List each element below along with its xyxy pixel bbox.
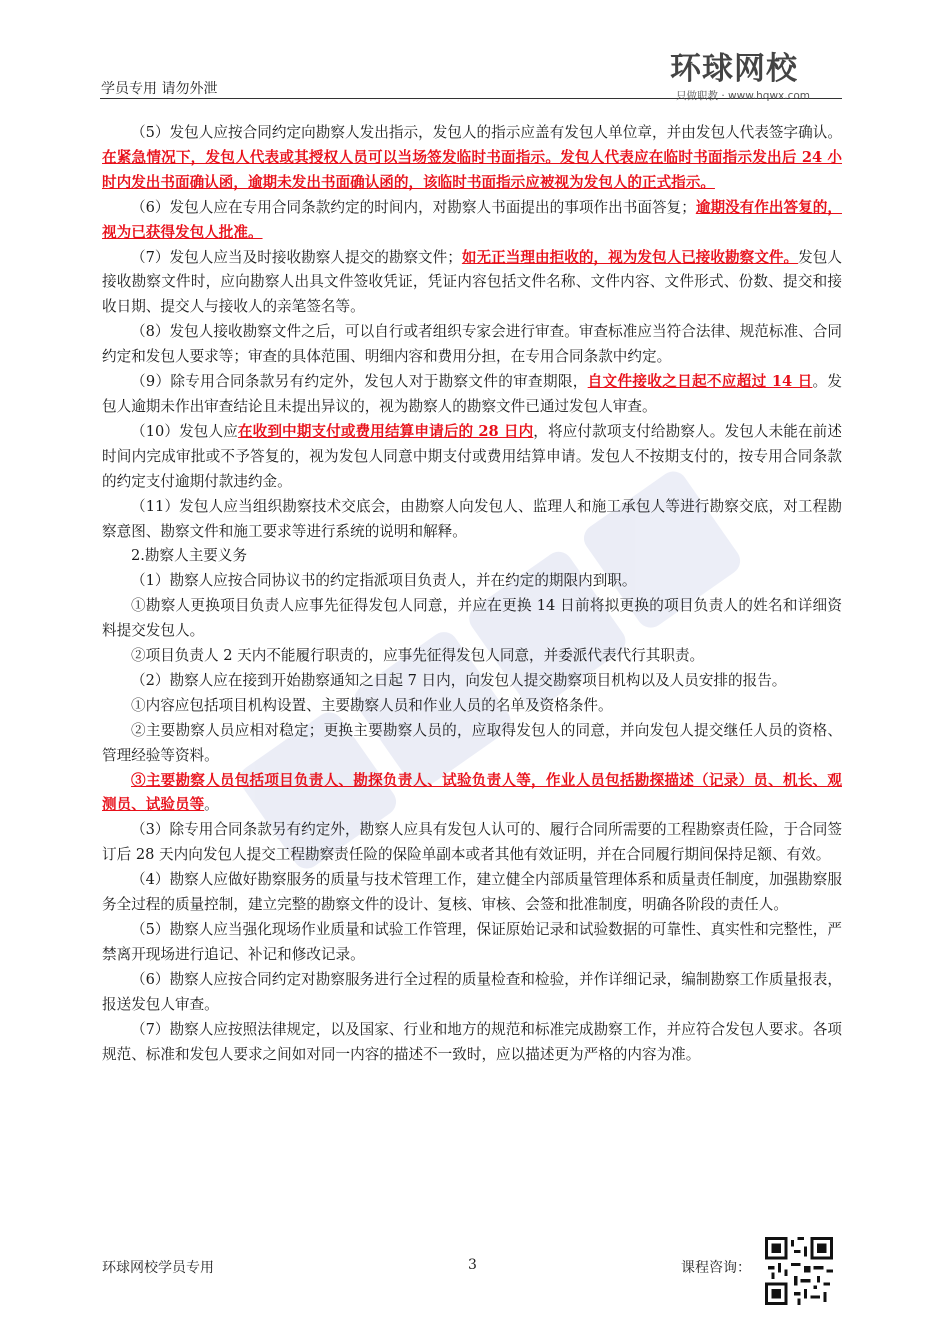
text-segment: ①内容应包括项目机构设置、主要勘察人员和作业人员的名单及资格条件。: [131, 696, 613, 714]
highlighted-text: 在紧急情况下，发包人代表或其授权人员可以当场签发临时书面指示。发包人代表应在临时书面指示发出后 24 小时内发出书面确认函，逾期未发出书面确认函的，该临时书面指示应被视为发包人的正式指示。: [102, 148, 842, 191]
document-body: [102, 121, 842, 1067]
text-segment: （8）发包人接收勘察文件之后，可以自行或者组织专家会进行审查。审查标准应当符合法律、规范标准、合同约定和发包人要求等；审查的具体范围、明细内容和费用分担，在专用合同条款中约定。: [102, 323, 842, 366]
paragraph: [102, 320, 842, 370]
paragraph: [102, 694, 842, 719]
paragraph: [102, 968, 842, 1018]
highlighted-text: 自文件接收之日起不应超过 14 日: [587, 373, 813, 391]
header-left-text: 学员专用 请勿外泄: [101, 81, 218, 97]
paragraph: [102, 246, 842, 321]
highlighted-text: 如无正当理由拒收的，视为发包人已接收勘察文件。: [461, 248, 799, 266]
paragraph: [102, 420, 842, 495]
text-segment: （7）发包人应当及时接收勘察人提交的勘察文件；: [131, 248, 462, 266]
text-segment: （10）发包人应: [131, 422, 238, 440]
text-segment: （5）发包人应按合同约定向勘察人发出指示，发包人的指示应盖有发包人单位章，并由发包人代表签字确认。: [131, 124, 842, 141]
footer-consult-label: 课程咨询：: [681, 1260, 751, 1276]
text-segment: 发包人接收勘察文件时，应向勘察人出具文件签收凭证，凭证内容包括文件名称、文件内容、文件形式、份数、提交和接收日期、提交人与接收人的亲笔签名等。: [102, 248, 842, 316]
text-segment: （5）勘察人应当强化现场作业质量和试验工作管理，保证原始记录和试验数据的可靠性、真实性和完整性，严禁离开现场进行追记、补记和修改记录。: [102, 921, 842, 963]
qr-code-icon[interactable]: [765, 1237, 833, 1305]
brand-logo[interactable]: [670, 52, 845, 108]
text-segment: ②主要勘察人员应相对稳定；更换主要勘察人员的，应取得发包人的同意，并向发包人提交继任人员的资格、管理经验等资料。: [102, 721, 842, 764]
logo-sub-text: 只做职教 · www.hqwx.com: [676, 90, 811, 102]
text-segment: （9）除专用合同条款另有约定外，发包人对于勘察文件的审查期限，: [131, 373, 588, 391]
paragraph: [102, 644, 842, 669]
paragraph: [102, 868, 842, 918]
text-segment: （11）发包人应当组织勘察技术交底会，由勘察人向发包人、监理人和施工承包人等进行勘察交底，对工程勘察意图、勘察文件和施工要求等进行系统的说明和解释。: [102, 497, 842, 540]
paragraph: [102, 769, 842, 819]
footer-left-text: 环球网校学员专用: [102, 1260, 214, 1276]
text-segment: （1）勘察人应按合同协议书的约定指派项目负责人，并在约定的期限内到职。: [131, 572, 637, 590]
text-segment: （4）勘察人应做好勘察服务的质量与技术管理工作，建立健全内部质量管理体系和质量责任制度，加强勘察服务全过程的质量控制，建立完整的勘察文件的设计、复核、审核、会签和批准制度，明确各阶段的责任人。: [102, 871, 842, 914]
text-segment: ，将应付款项支付给勘察人。发包人未能在前述时间内完成审批或不予答复的，视为发包人同意中期支付或费用结算申请。发包人不按期支付的，按专用合同条款的约定支付逾期付款违约金。: [102, 422, 842, 490]
text-segment: （7）勘察人应按照法律规定，以及国家、行业和地方的规范和标准完成勘察工作，并应符合发包人要求。各项规范、标准和发包人要求之间如对同一内容的描述不一致时，应以描述更为严格的内容为准。: [102, 1020, 842, 1063]
text-segment: （6）发包人应在专用合同条款约定的时间内，对勘察人书面提出的事项作出书面答复；: [131, 198, 696, 216]
highlighted-text: 在收到中期支付或费用结算申请后的 28 日内: [237, 422, 534, 440]
text-segment: ①勘察人更换项目负责人应事先征得发包人同意，并应在更换 14 日前将拟更换的项目负责人的姓名和详细资料提交发包人。: [102, 597, 842, 640]
text-segment: 。发包人逾期未作出审查结论且未提出异议的，视为勘察人的勘察文件已通过发包人审查。: [102, 373, 842, 415]
paragraph: [102, 569, 842, 594]
text-segment: （2）勘察人应在接到开始勘察通知之日起 7 日内，向发包人提交勘察项目机构以及人员安排的报告。: [131, 671, 787, 689]
text-segment: 2.勘察人主要义务: [131, 547, 248, 565]
paragraph: [102, 121, 842, 196]
page-number: 3: [468, 1257, 477, 1273]
paragraph: [102, 495, 842, 545]
text-segment: （6）勘察人应按合同约定对勘察服务进行全过程的质量检查和检验，并作详细记录，编制勘察工作质量报表，报送发包人审查。: [102, 970, 842, 1013]
text-segment: （3）除专用合同条款另有约定外，勘察人应具有发包人认可的、履行合同所需要的工程勘察责任险，于合同签订后 28 天内向发包人提交工程勘察责任险的保险单副本或者其他有效证明，并在合同履行期间保持足额、有效。: [102, 821, 842, 864]
paragraph: [102, 669, 842, 694]
text-segment: ②项目负责人 2 天内不能履行职责的，应事先征得发包人同意，并委派代表代行其职责。: [131, 647, 705, 665]
text-segment: 。: [204, 796, 219, 814]
paragraph: [102, 370, 842, 420]
paragraph: [102, 594, 842, 644]
paragraph: [102, 818, 842, 868]
paragraph: [102, 1018, 842, 1068]
paragraph: [102, 544, 842, 569]
logo-main-text: 环球网校: [670, 51, 798, 87]
highlighted-text: 逾期没有作出答复的，视为已获得发包人批准。: [102, 198, 842, 241]
paragraph: [102, 196, 842, 246]
highlighted-text: ③主要勘察人员包括项目负责人、勘探负责人、试验负责人等，作业人员包括勘探描述（记录）员、机长、观测员、试验员等: [102, 771, 842, 814]
paragraph: [102, 719, 842, 769]
paragraph: [102, 918, 842, 968]
